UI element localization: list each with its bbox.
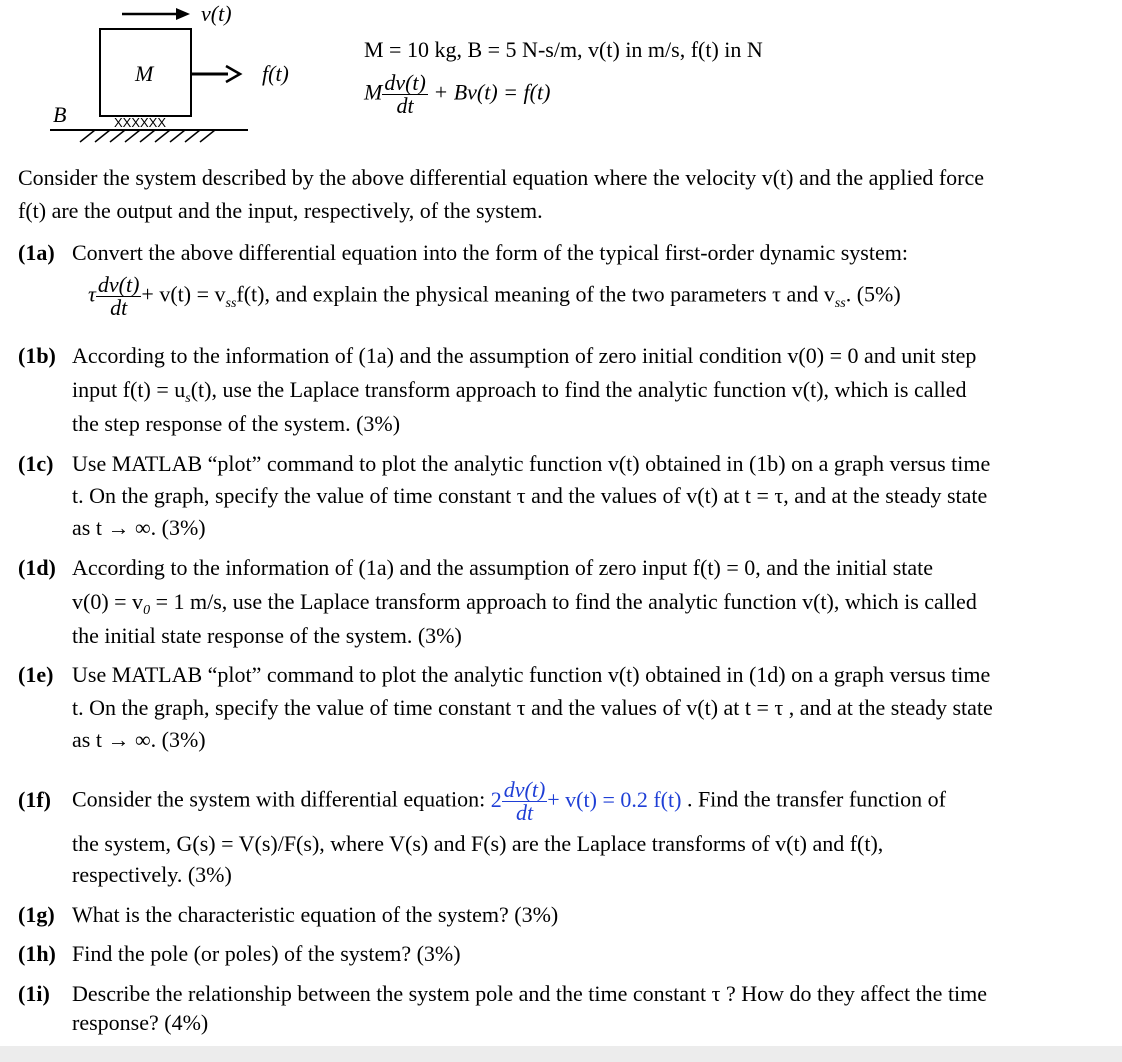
question-1e-line-2: t. On the graph, specify the value of time constant τ and the values of v(t) at t = τ , and at the steady state xyxy=(72,695,993,720)
damper-label: B xyxy=(53,102,67,127)
question-label: (1g) xyxy=(18,902,55,927)
given-equation xyxy=(364,72,550,117)
eq-mass: M xyxy=(364,79,383,105)
question-label: (1a) xyxy=(18,240,55,265)
question-1b xyxy=(18,339,976,372)
velocity-arrow-head xyxy=(176,8,190,20)
question-text: Describe the relationship between the system pole and the time constant τ ? How do they affect the time xyxy=(72,981,988,1006)
question-1d-line-2: $v(0) = v_0 = 1$ m/s, use the Laplace transform approach to find the analytic function v(t), which is called xyxy=(72,589,977,618)
question-text: According to the information of (1a) and the assumption of zero input f(t) = 0, and the initial state xyxy=(72,555,934,580)
question-1e xyxy=(18,658,990,691)
ground-hatch xyxy=(80,130,215,142)
question-label: (1c) xyxy=(18,451,54,476)
question-text: According to the information of (1a) and the assumption of zero initial condition v(0) = 0 and unit step xyxy=(72,343,977,368)
intro-line-1: Consider the system described by the above differential equation where the velocity v(t) and the applied force xyxy=(18,165,985,190)
question-1e-line-3: as t → ∞. (3%) xyxy=(72,727,206,752)
question-1f-line-3: respectively. (3%) xyxy=(72,862,232,887)
question-1g xyxy=(18,898,558,931)
question-1c-line-2: t. On the graph, specify the value of time constant τ and the values of v(t) at t = τ, and at the steady state xyxy=(72,483,988,508)
question-1f-line-2: the system, G(s) = V(s)/F(s), where V(s) and F(s) are the Laplace transforms of v(t) and f(t), xyxy=(72,831,884,856)
question-1h xyxy=(18,937,461,970)
question-label: (1e) xyxy=(18,662,54,687)
question-label: (1b) xyxy=(18,343,56,368)
question-label: (1f) xyxy=(18,786,51,812)
question-text: Consider the system with differential equation: xyxy=(72,786,486,812)
force-arrow-head xyxy=(226,66,240,82)
question-text: What is the characteristic equation of the system? (3%) xyxy=(72,902,559,927)
question-1c xyxy=(18,447,990,480)
eq-rest: + Bv(t) = f(t) xyxy=(433,79,551,105)
force-label: f(t) xyxy=(262,61,289,86)
velocity-label: v(t) xyxy=(201,1,232,26)
question-1b-line-2: input $f(t) = u_s(t)$, use the Laplace transform approach to find the analytic function v(t), which is called xyxy=(72,377,967,406)
friction-marks: XXXXXX xyxy=(114,115,167,130)
question-text: Find the pole (or poles) of the system? (3%) xyxy=(72,941,461,966)
intro-line-2: f(t) are the output and the input, respectively, of the system. xyxy=(18,198,543,223)
question-1d xyxy=(18,551,933,584)
given-parameters: M = 10 kg, B = 5 N-s/m, v(t) in m/s, f(t) in N xyxy=(364,37,763,62)
question-1d-line-3: the initial state response of the system. (3%) xyxy=(72,623,462,648)
question-1c-line-3: as t → ∞. (3%) xyxy=(72,515,206,540)
question-text: Convert the above differential equation into the form of the typical first-order dynamic system: xyxy=(72,240,908,265)
question-text: Use MATLAB “plot” command to plot the analytic function v(t) obtained in (1b) on a graph versus time xyxy=(72,451,991,476)
mass-label: M xyxy=(135,61,154,86)
question-1b-line-3: the step response of the system. (3%) xyxy=(72,411,401,436)
eq-derivative: $\frac{dv(t)}{dt}$ xyxy=(384,70,426,118)
question-1i-line-2: response? (4%) xyxy=(72,1010,209,1035)
question-1a-equation: τ $\frac{dv(t)}{dt}$ + $v(t) = v_{ss}f(t)$, and explain the physical meaning of the two parameters τ and $v_{ss}$. (5%) xyxy=(88,272,901,320)
page-bottom-edge xyxy=(0,1046,1122,1062)
question-label: (1h) xyxy=(18,941,56,966)
question-label: (1i) xyxy=(18,981,50,1006)
question-1a xyxy=(18,236,908,269)
question-label: (1d) xyxy=(18,555,56,580)
question-text: Use MATLAB “plot” command to plot the analytic function v(t) obtained in (1d) on a graph versus time xyxy=(72,662,991,687)
question-1f-equation: 2 $\frac{dv(t)}{dt}$ + v(t) = 0.2 f(t) xyxy=(490,777,682,825)
question-1f: (1f) Consider the system with differential equation: 2 $\frac{dv(t)}{dt}$ + v(t) = 0.2 f(t) . Find the transfer function of xyxy=(18,777,946,825)
